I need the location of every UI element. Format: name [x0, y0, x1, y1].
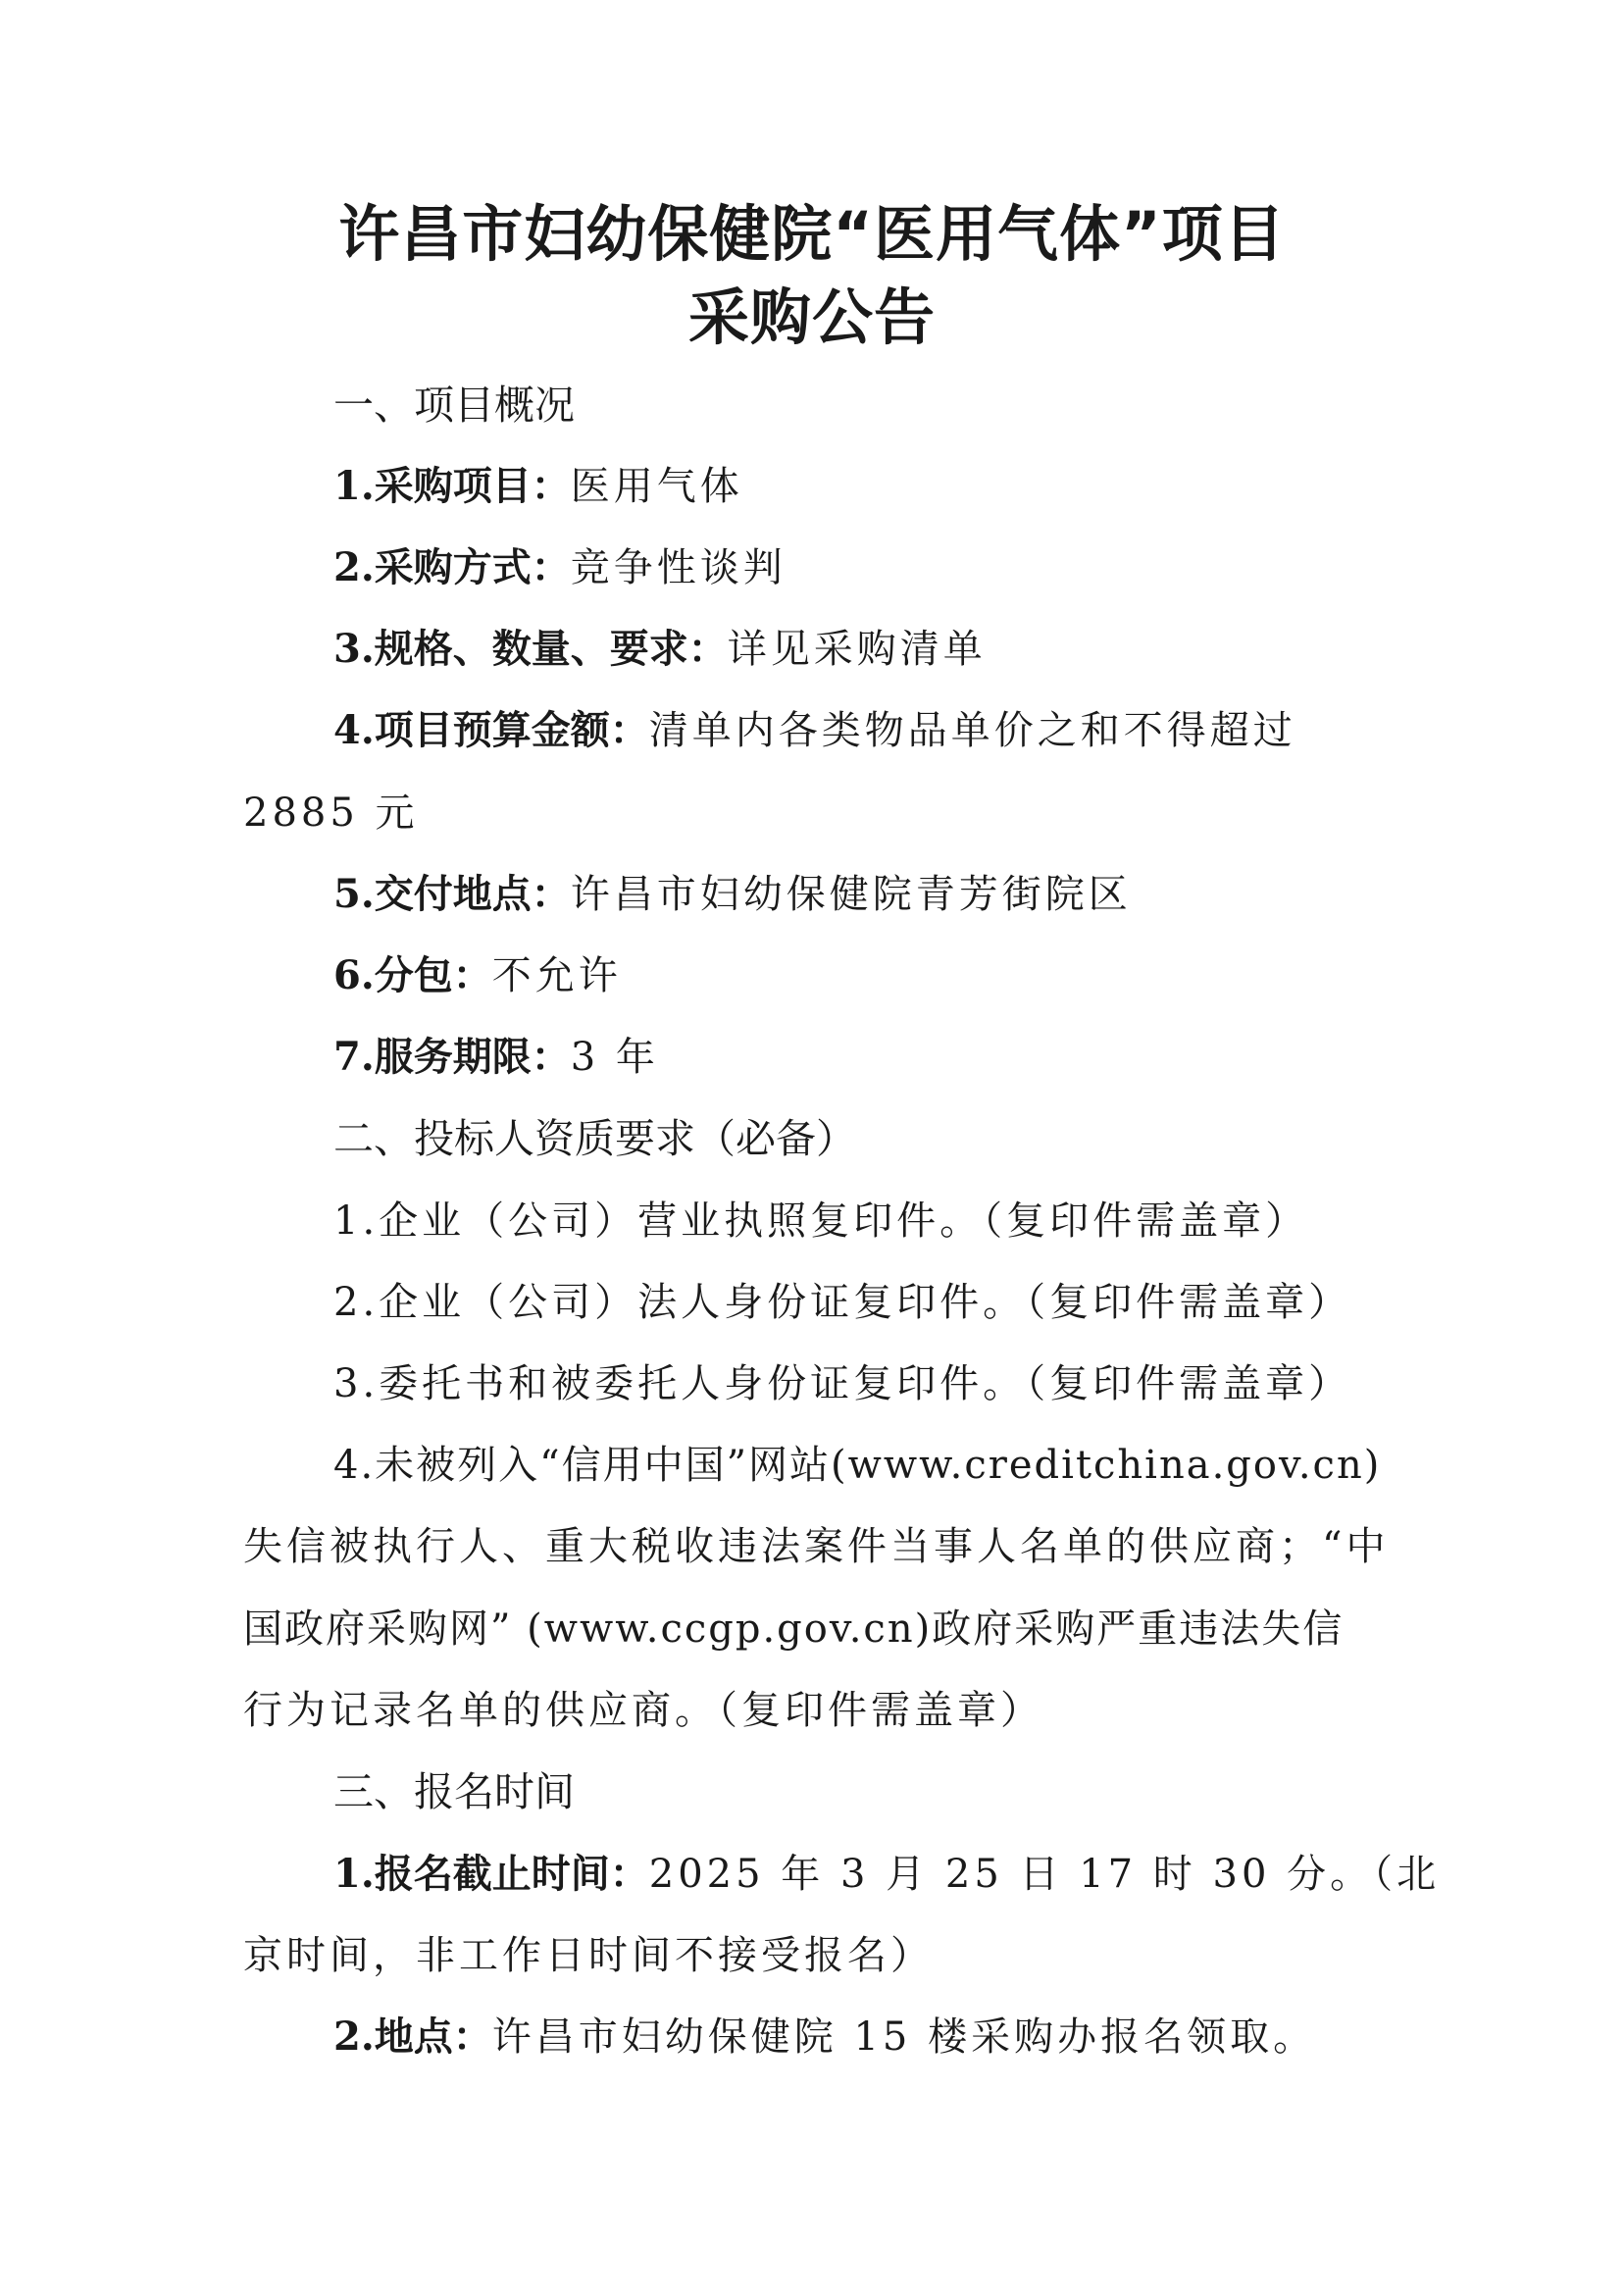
item-value: 不允许 — [491, 953, 622, 998]
section3-heading: 三、报名时间 — [333, 1768, 575, 1815]
section1-item-6 — [333, 952, 622, 998]
item-label: 6.分包： — [333, 952, 492, 998]
section2-item-4-line1: 4.未被列入“信用中国”网站(www.creditchina.gov.cn) — [333, 1443, 1382, 1488]
item-label: 3.规格、数量、要求： — [333, 626, 728, 672]
item-value: 医用气体 — [570, 464, 743, 509]
item-label: 2.采购方式： — [333, 544, 571, 590]
section2-item-4-line2: 失信被执行人、重大税收违法案件当事人名单的供应商；“中 — [243, 1524, 1390, 1569]
section1-item-4-continuation: 2885 元 — [243, 790, 419, 836]
item-value: 3 年 — [570, 1035, 659, 1080]
item-value: 许昌市妇幼保健院青芳街院区 — [570, 872, 1132, 917]
item-value: 许昌市妇幼保健院 15 楼采购办报名领取。 — [491, 2014, 1317, 2060]
section2-item-3: 3.委托书和被委托人身份证复印件。（复印件需盖章） — [333, 1361, 1352, 1406]
section1-item-2 — [333, 544, 787, 590]
section1-item-7 — [333, 1034, 659, 1080]
section3-item-2 — [333, 2014, 1317, 2060]
item-value: 详见采购清单 — [727, 627, 987, 672]
section2-heading: 二、投标人资质要求（必备） — [333, 1115, 856, 1162]
section2-item-1: 1.企业（公司）营业执照复印件。（复印件需盖章） — [333, 1198, 1309, 1244]
item-label: 5.交付地点： — [333, 871, 571, 917]
section3-item-1-continuation: 京时间，非工作日时间不接受报名） — [243, 1933, 934, 1978]
section1-item-5 — [333, 871, 1132, 917]
item-label: 2.地点： — [333, 2014, 492, 2060]
item-label: 7.服务期限： — [333, 1034, 571, 1080]
document-title-line2: 采购公告 — [687, 281, 936, 353]
section2-item-4-line4: 行为记录名单的供应商。（复印件需盖章） — [243, 1688, 1043, 1733]
document-title-line1: 许昌市妇幼保健院“医用气体”项目 — [338, 198, 1286, 270]
item-value: 2025 年 3 月 25 日 17 时 30 分。（北 — [648, 1852, 1441, 1897]
item-value: 清单内各类物品单价之和不得超过 — [648, 708, 1296, 753]
section3-item-1 — [333, 1851, 1441, 1897]
item-label: 1.报名截止时间： — [333, 1851, 649, 1897]
section1-item-1 — [333, 463, 743, 509]
section2-item-2: 2.企业（公司）法人身份证复印件。（复印件需盖章） — [333, 1280, 1352, 1325]
section1-item-4 — [333, 707, 1296, 753]
section2-item-4-line3: 国政府采购网” (www.ccgp.gov.cn)政府采购严重违法失信 — [243, 1606, 1345, 1652]
section1-item-3 — [333, 626, 987, 672]
section1-heading: 一、项目概况 — [333, 382, 575, 429]
item-value: 竞争性谈判 — [570, 545, 787, 590]
item-label: 1.采购项目： — [333, 463, 571, 509]
item-label: 4.项目预算金额： — [333, 707, 649, 753]
